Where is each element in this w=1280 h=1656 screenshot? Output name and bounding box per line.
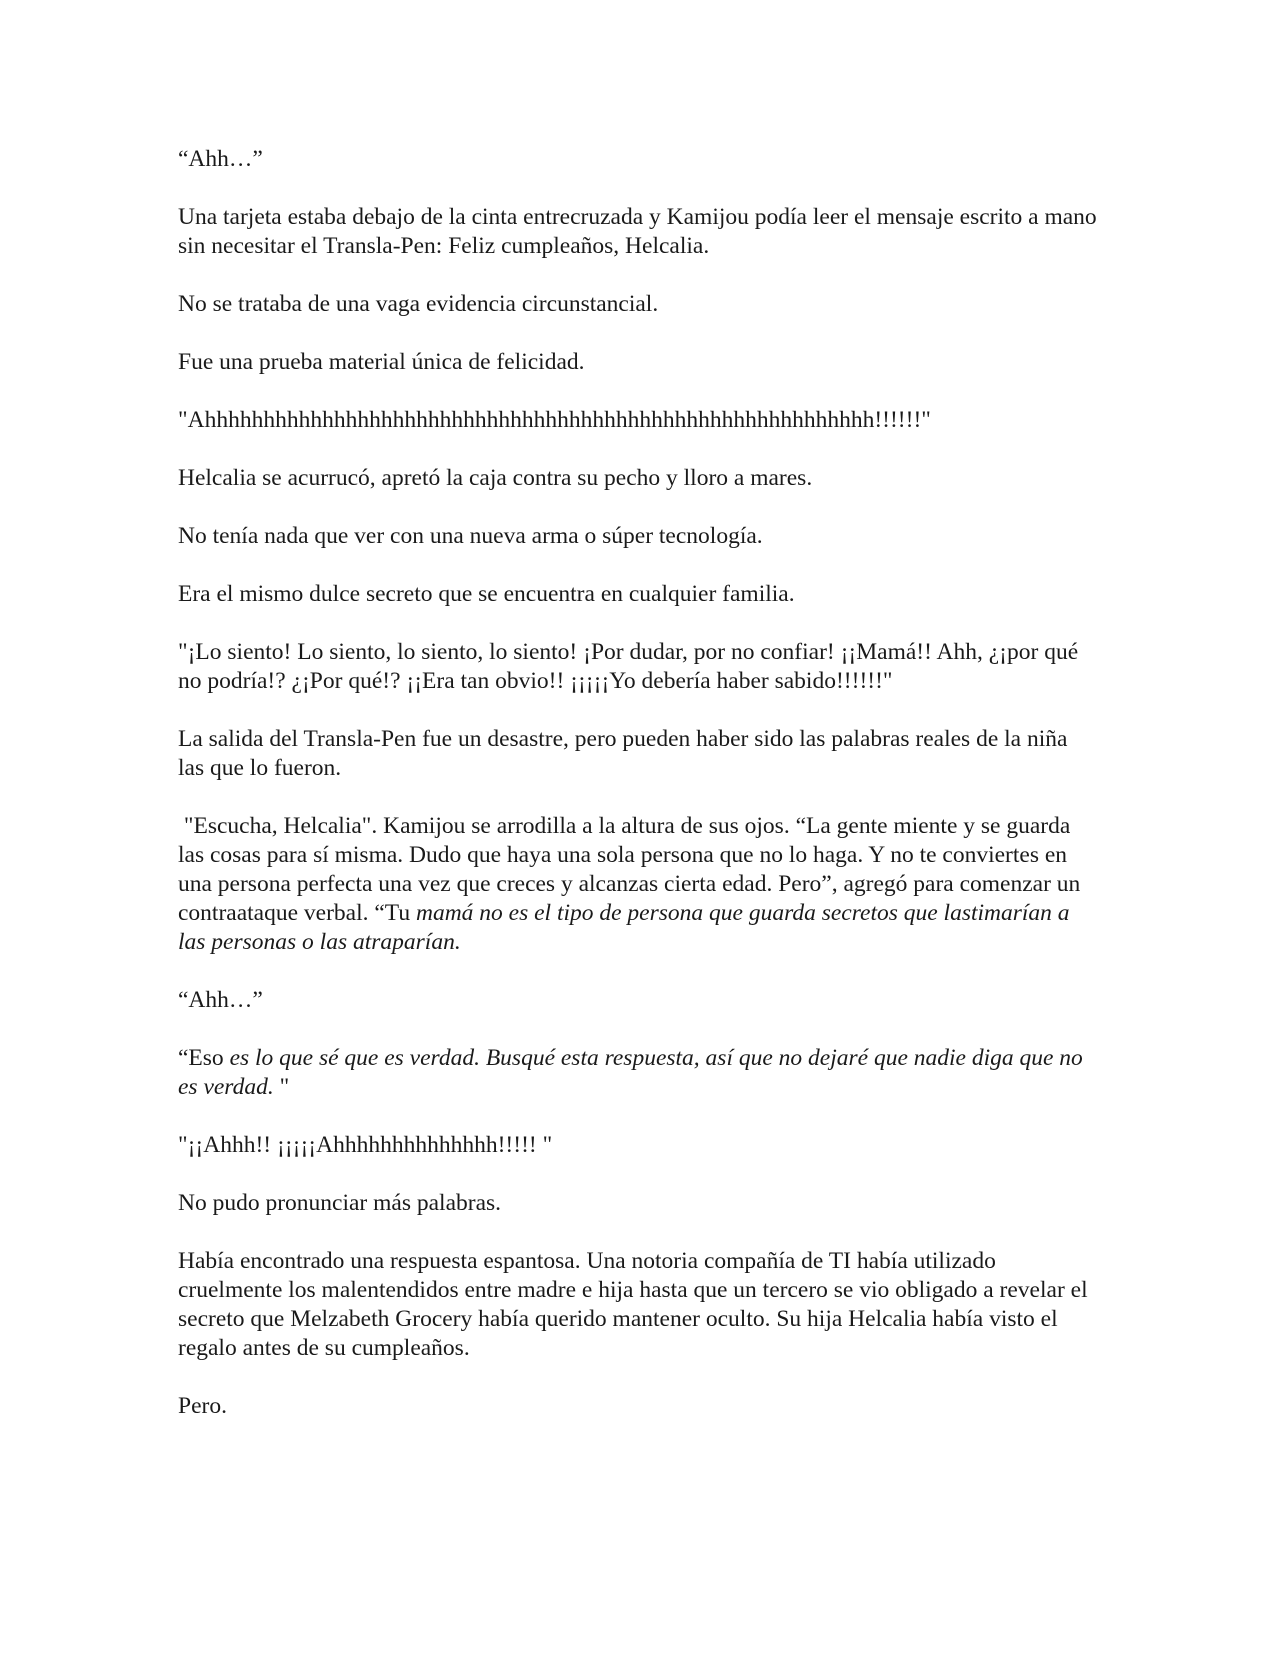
text-run: Helcalia se acurrucó, apretó la caja contra su pecho y lloro a mares. [178,465,813,491]
paragraph [178,580,1098,609]
paragraph [178,464,1098,493]
text-run: " [279,1074,290,1100]
text-run: Pero. [178,1393,227,1419]
text-run: No pudo pronunciar más palabras. [178,1190,502,1216]
paragraph [178,522,1098,551]
text-run: Había encontrado una respuesta espantosa. Una notoria compañía de TI había utilizado cruelmente los malentendidos entre madre e hija hasta que un tercero se vio obligado a revelar el secreto que Melzabeth Grocery había querido mantener oculto. Su hija Helcalia había visto el regalo antes de su cumpleaños. [178,1248,1088,1361]
text-run: "Escucha, Helcalia". Kamijou se arrodilla a la altura de sus ojos. “La gente miente y se guarda las cosas para sí misma. Dudo que haya una sola persona que no lo haga. Y no te conviertes en una persona perfecta una vez que creces y alcanzas cierta edad. Pero”, agregó para comenzar un contraataque verbal. “Tu [178,813,1087,926]
text-run: "¡¡Ahhh!! ¡¡¡¡¡Ahhhhhhhhhhhhhh!!!!! " [178,1132,553,1158]
paragraph [178,1189,1098,1218]
paragraph [178,986,1098,1015]
text-run: "Ahhhhhhhhhhhhhhhhhhhhhhhhhhhhhhhhhhhhhhhhhhhhhhhhhhhhhhhhh!!!!!!" [178,407,931,433]
italic-text-run: mamá no es el tipo de persona que guarda secretos que lastimarían a las personas o las atraparían. [178,900,1076,955]
paragraph [178,725,1098,783]
text-run: La salida del Transla-Pen fue un desastre, pero pueden haber sido las palabras reales de la niña las que lo fueron. [178,726,1068,781]
text-run: Era el mismo dulce secreto que se encuentra en cualquier familia. [178,581,795,607]
paragraph [178,638,1098,696]
paragraph [178,1247,1098,1363]
text-run: “Ahh…” [178,987,263,1013]
document-body [178,145,1098,1450]
paragraph [178,1044,1098,1102]
paragraph [178,290,1098,319]
paragraph [178,145,1098,174]
text-run: Fue una prueba material única de felicidad. [178,349,585,375]
text-run: Una tarjeta estaba debajo de la cinta entrecruzada y Kamijou podía leer el mensaje escrito a mano sin necesitar el Transla-Pen: Feliz cumpleaños, Helcalia. [178,204,1097,259]
text-run: “Eso [178,1045,230,1071]
paragraph [178,1392,1098,1421]
paragraph [178,812,1098,957]
text-run: "¡Lo siento! Lo siento, lo siento, lo siento! ¡Por dudar, por no confiar! ¡¡Mamá!! Ahh, ¿¡por qué no podría!? ¿¡Por qué!? ¡¡Era tan obvio!! ¡¡¡¡¡Yo debería haber sabido!!!!!!" [178,639,1079,694]
text-run: No tenía nada que ver con una nueva arma o súper tecnología. [178,523,763,549]
italic-text-run: es lo que sé que es verdad. Busqué esta respuesta, así que no dejaré que nadie diga que no es verdad. [178,1045,1083,1100]
paragraph [178,203,1098,261]
paragraph [178,406,1098,435]
text-run: No se trataba de una vaga evidencia circunstancial. [178,291,659,317]
paragraph [178,348,1098,377]
paragraph [178,1131,1098,1160]
text-run: “Ahh…” [178,146,263,172]
